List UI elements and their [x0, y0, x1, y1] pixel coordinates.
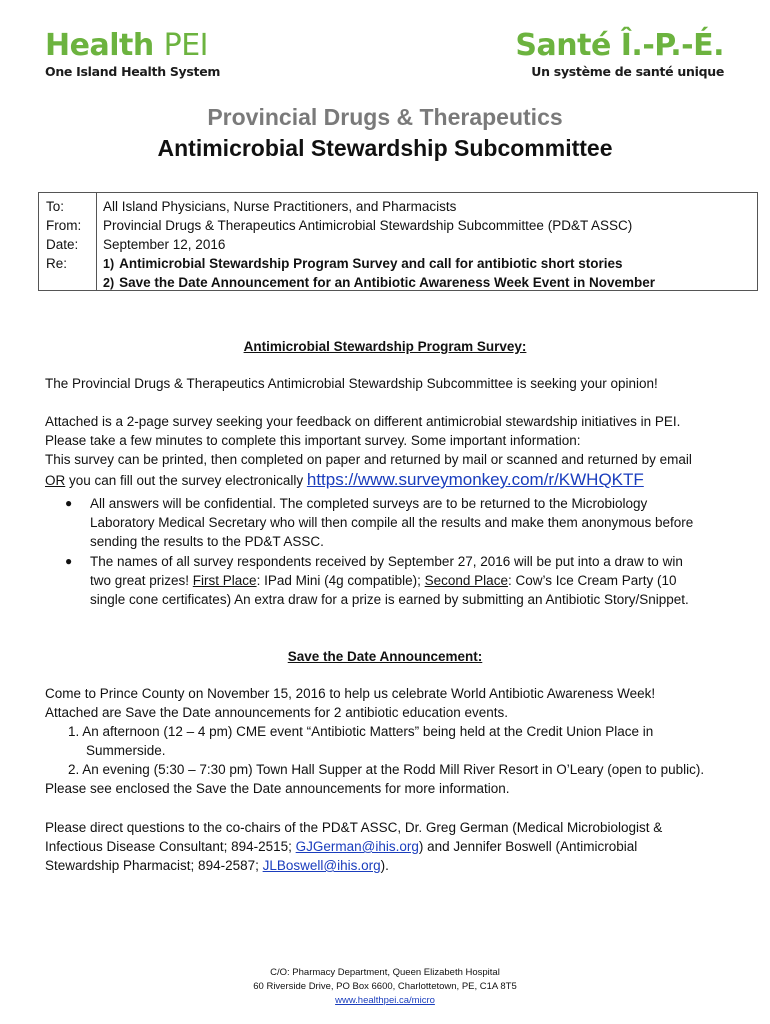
- email-link-german[interactable]: GJGerman@ihis.org: [295, 839, 419, 854]
- memo-header-box: [38, 192, 758, 291]
- contact-line1: Please direct questions to the co-chairs of the PD&T ASSC, Dr. Greg German (Medical Microbiologist &: [45, 820, 663, 835]
- or-text: OR: [45, 473, 66, 488]
- save-date-line2: Attached are Save the Date announcements for 2 antibiotic education events.: [45, 705, 509, 720]
- event-2: 2. An evening (5:30 – 7:30 pm) Town Hall Supper at the Rodd Mill River Resort in O’Leary (open to public).: [68, 762, 705, 777]
- memo-re-1: 1) Antimicrobial Stewardship Program Survey and call for antibiotic short stories: [103, 256, 623, 271]
- title-line-1: Provincial Drugs & Therapeutics: [207, 104, 563, 130]
- bullet-1-line3: sending the results to the PD&T ASSC.: [90, 534, 324, 549]
- memo-from-label: From:: [46, 218, 82, 233]
- survey-p2-line2: Please take a few minutes to complete this important survey. Some important information:: [45, 433, 581, 448]
- memo-date-label: Date:: [46, 237, 79, 252]
- memo-to-label: To:: [46, 199, 65, 214]
- survey-link[interactable]: https://www.surveymonkey.com/r/KWHQKTF: [306, 470, 644, 489]
- logo-name-light: PEI: [163, 28, 209, 63]
- event-1-line1: 1. An afternoon (12 – 4 pm) CME event “Antibiotic Matters” being held at the Credit Union Place in: [68, 724, 654, 739]
- email-link-boswell[interactable]: JLBoswell@ihis.org: [262, 858, 381, 873]
- memo-re-2: 2) Save the Date Announcement for an Antibiotic Awareness Week Event in November: [103, 275, 656, 290]
- bullet-2-icon: ●: [65, 554, 73, 568]
- event-1-line2: Summerside.: [86, 743, 166, 758]
- footer-line1: C/O: Pharmacy Department, Queen Elizabeth Hospital: [270, 967, 500, 978]
- memo-from: Provincial Drugs & Therapeutics Antimicrobial Stewardship Subcommittee (PD&T ASSC): [103, 218, 633, 233]
- logo-tagline: One Island Health System: [45, 64, 221, 79]
- sante-ipe-logo: [515, 28, 724, 79]
- footer-link-line: [0, 994, 770, 1007]
- title-line-2: Antimicrobial Stewardship Subcommittee: [157, 135, 613, 161]
- save-date-heading: Save the Date Announcement:: [287, 649, 483, 664]
- contact-line2: Infectious Disease Consultant; 894-2515; GJGerman@ihis.org) and Jennifer Boswell (Antimicrobial: [45, 839, 638, 854]
- contact-line3: Stewardship Pharmacist; 894-2587; JLBoswell@ihis.org).: [45, 858, 389, 873]
- survey-p2-line4: OR you can fill out the survey electronically https://www.surveymonkey.com/r/KWHQKTF: [45, 470, 644, 489]
- health-pei-logo: [45, 28, 220, 79]
- bullet-2-line3: single cone certificates) An extra draw for a prize is earned by submitting an Antibiotic Story/Snippet.: [90, 592, 689, 607]
- memo-to: All Island Physicians, Nurse Practitioners, and Pharmacists: [103, 199, 457, 214]
- bullet-1-line2: Laboratory Medical Secretary who will then compile all the results and make them anonymous before: [90, 515, 694, 530]
- survey-p2-line1: Attached is a 2-page survey seeking your feedback on different antimicrobial stewardship initiatives in PEI.: [45, 414, 681, 429]
- logo-name-fr: Santé Î.-P.-É.: [515, 28, 724, 63]
- save-date-line3: Please see enclosed the Save the Date announcements for more information.: [45, 781, 510, 796]
- bullet-2-line1: The names of all survey respondents received by September 27, 2016 will be put into a draw to win: [90, 554, 683, 569]
- memo-re-label: Re:: [46, 256, 68, 271]
- memo-date: September 12, 2016: [103, 237, 226, 252]
- logo-tagline-fr: Un système de santé unique: [531, 64, 724, 79]
- survey-p2-line3: This survey can be printed, then completed on paper and returned by mail or scanned and returned by email: [45, 452, 692, 467]
- footer-website-link[interactable]: www.healthpei.ca/micro: [335, 995, 435, 1006]
- bullet-2-line2: two great prizes! First Place: IPad Mini (4g compatible); Second Place: Cow’s Ice Cream Party (10: [90, 573, 677, 588]
- survey-heading: Antimicrobial Stewardship Program Survey:: [243, 339, 527, 354]
- logo-name-bold: Health: [45, 28, 154, 63]
- footer-line2: 60 Riverside Drive, PO Box 6600, Charlottetown, PE, C1A 8T5: [253, 981, 517, 992]
- save-date-line1: Come to Prince County on November 15, 2016 to help us celebrate World Antibiotic Awareness Week!: [45, 686, 656, 701]
- bullet-1-line1: All answers will be confidential. The completed surveys are to be returned to the Microbiology: [90, 496, 648, 511]
- memo-divider: [96, 193, 97, 290]
- survey-intro: The Provincial Drugs & Therapeutics Antimicrobial Stewardship Subcommittee is seeking your opinion!: [45, 376, 658, 391]
- bullet-1-icon: ●: [65, 496, 73, 510]
